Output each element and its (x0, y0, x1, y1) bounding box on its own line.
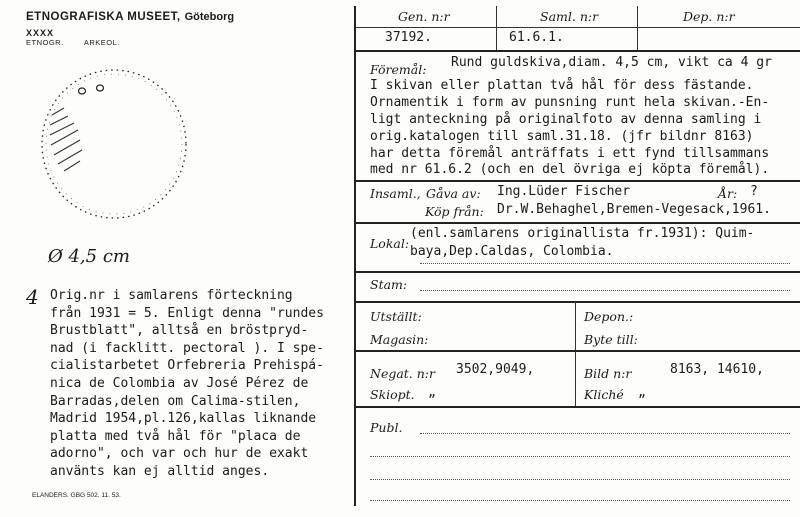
gava-label: Gåva av: (426, 186, 481, 201)
publ-label: Publ. (370, 420, 403, 435)
column-separator (637, 6, 638, 50)
column-separator (575, 351, 576, 406)
column-separator (575, 302, 576, 350)
subhead-arkeol: ARKEOL. (83, 38, 120, 47)
byte-label: Byte till: (584, 332, 638, 347)
bild-value: 8163, 14610, (670, 362, 764, 377)
lokal-line: (enl.samlarens originallista fr.1931): Quim- (410, 226, 755, 241)
saml-nr-value: 61.6.1. (509, 30, 564, 45)
foremal-label: Föremål: (370, 62, 427, 77)
note-line: Brustblatt", alltså en bröstpryd- (50, 323, 309, 339)
saml-nr-label: Saml. n:r (540, 9, 599, 24)
note-line: använts kan ej alltid anges. (50, 463, 270, 479)
header-rule (356, 27, 800, 28)
printer-info: ELANDERS. GBG 502. 11. 53. (32, 492, 121, 499)
section-rule (356, 271, 800, 273)
note-line: nad (i facklitt. pectoral ). I spe- (50, 340, 324, 356)
struck-mark: XXXX (26, 28, 55, 38)
kop-label: Köp från: (425, 204, 484, 219)
column-separator (496, 6, 497, 50)
magasin-label: Magasin: (370, 332, 429, 347)
department-subheads (26, 38, 138, 47)
dep-nr-label: Dep. n:r (683, 9, 735, 24)
museum-city: Göteborg (184, 11, 235, 23)
handwritten-mark: 4 (26, 285, 39, 309)
section-rule (356, 301, 800, 303)
insaml-label: Insaml., (370, 186, 421, 201)
museum-header (26, 11, 234, 23)
foremal-line: med nr 61.6.2 (och en del övriga ej köpta föremål). (370, 162, 770, 177)
lokal-label: Lokal: (370, 236, 410, 251)
note-line: cialistarbetet Orfebreria Prehispá- (50, 358, 324, 374)
kop-value: Dr.W.Behaghel,Bremen-Vegesack,1961. (497, 202, 771, 217)
ruled-line (370, 500, 790, 501)
foremal-line: orig.katalogen till saml.31.18. (jfr bildnr 8163) (370, 129, 754, 144)
lokal-line: baya,Dep.Caldas, Colombia. (410, 244, 614, 259)
gen-nr-label: Gen. n:r (398, 9, 450, 24)
depon-label: Depon.: (584, 309, 634, 324)
note-line: från 1931 = 5. Enligt denna "rundes (50, 305, 324, 321)
note-line: adorno", och var och hur de exakt (50, 446, 309, 462)
section-rule (356, 406, 800, 408)
ruled-line (370, 456, 790, 457)
kliche-label: Kliché (584, 387, 624, 402)
section-rule (356, 350, 800, 352)
note-line: Orig.nr i samlarens förteckning (50, 288, 293, 303)
left-notes (50, 287, 350, 481)
ruled-line (420, 433, 790, 434)
ruled-line (420, 263, 790, 264)
gen-nr-value: 37192. (385, 30, 432, 45)
section-rule (356, 180, 800, 182)
ar-value: ? (750, 184, 758, 199)
utstallt-label: Utställt: (370, 309, 422, 324)
ar-label: År: (718, 186, 738, 201)
ruled-line (420, 290, 790, 291)
note-line: platta med två hål för "placa de (50, 428, 301, 444)
skiopt-value: „ (428, 385, 436, 400)
section-rule (356, 222, 800, 224)
kliche-value: „ (638, 385, 646, 400)
negat-label: Negat. n:r (370, 366, 435, 381)
note-line: Barradas,delen om Calima-stilen, (50, 393, 301, 409)
subhead-etnogr: ETNOGR. (26, 38, 64, 47)
card-divider (354, 6, 356, 506)
skiopt-label: Skiopt. (370, 387, 415, 402)
foremal-line: I skivan eller plattan två hål för dess fästande. (370, 78, 754, 93)
gold-disc-sketch (34, 60, 194, 225)
foremal-line: har detta föremål anträffats i ett fynd tillsammans (370, 146, 770, 161)
insaml-value: Ing.Lüder Fischer (497, 184, 631, 199)
negat-value: 3502,9049, (456, 362, 535, 377)
foremal-line: Ornamentik i form av punsning runt hela skivan.-En- (370, 95, 770, 110)
foremal-line: ligt anteckning på originalfoto av denna samling i (370, 112, 762, 127)
stam-label: Stam: (370, 277, 408, 292)
diameter-note: Ø 4,5 cm (48, 246, 130, 267)
bild-label: Bild n:r (584, 366, 632, 381)
ruled-line (370, 479, 790, 480)
note-line: nica de Colombia av José Pérez de (50, 375, 309, 391)
section-rule (356, 50, 800, 52)
museum-name: ETNOGRAFISKA MUSEET, (26, 11, 181, 23)
foremal-first-line: Rund guldskiva,diam. 4,5 cm, vikt ca 4 gr (451, 55, 772, 70)
note-line: Madrid 1954,pl.126,kallas liknande (50, 411, 317, 427)
